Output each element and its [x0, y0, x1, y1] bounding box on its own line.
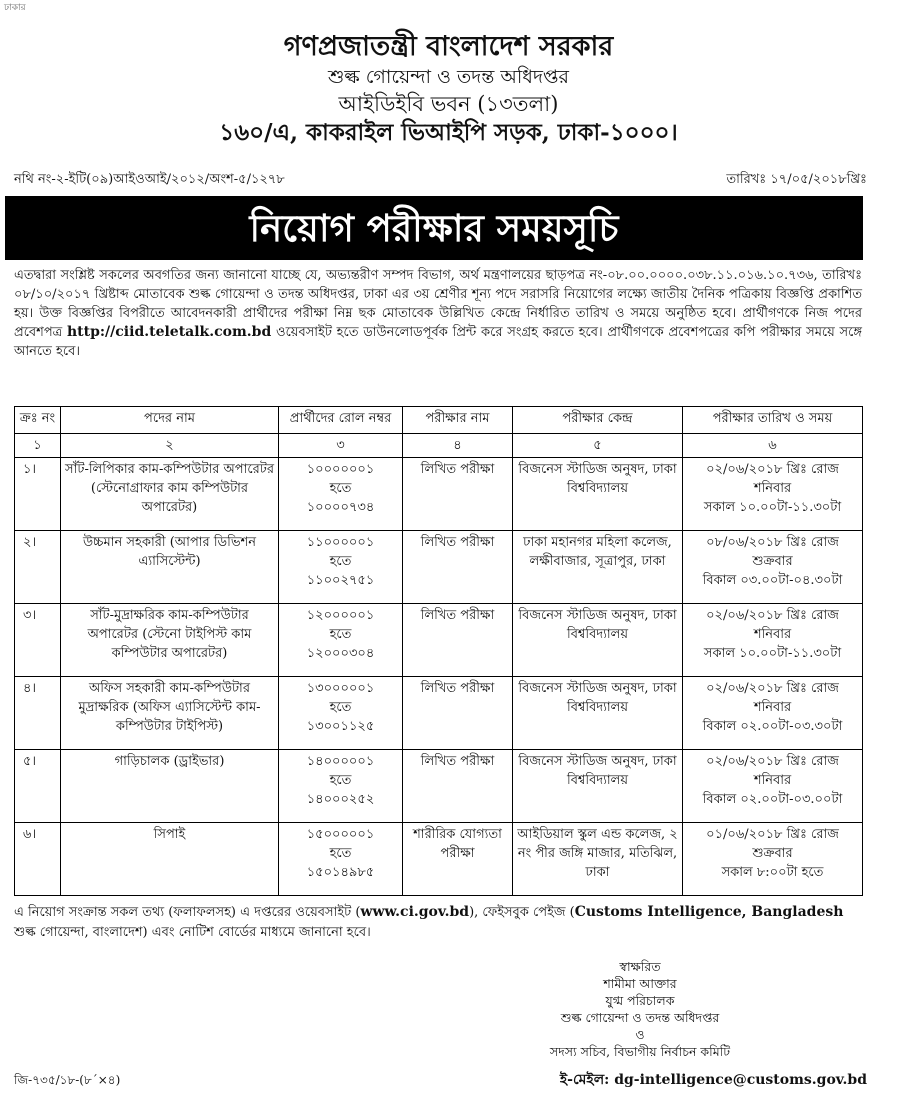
roll-to-word: হতে [329, 846, 352, 861]
post-cell: সাঁট-লিপিকার কাম-কম্পিউটার অপারেটর (স্টেনোগ্রাফার কাম কম্পিউটার অপারেটর) [61, 458, 279, 531]
exam-date: ০২/০৬/২০১৮ খ্রিঃ রোজ শনিবার [706, 754, 839, 788]
signature-block [420, 958, 860, 1060]
exam-date: ০২/০৬/২০১৮ খ্রিঃ রোজ শনিবার [706, 608, 839, 642]
table-row [15, 531, 863, 604]
header-datetime: পরীক্ষার তারিখ ও সময় [683, 407, 863, 434]
roll-from: ১২০০০০০১ [306, 608, 375, 623]
email-label: ই-মেইল: [559, 1072, 615, 1088]
post-cell: গাড়িচালক (ড্রাইভার) [61, 750, 279, 823]
exam-date: ০৮/০৬/২০১৮ খ্রিঃ রোজ শুক্রবার [706, 535, 839, 569]
notice-title-banner: নিয়োগ পরীক্ষার সময়সূচি [5, 196, 863, 260]
email-address-link[interactable]: dg-intelligence@customs.gov.bd [614, 1072, 867, 1088]
corner-mark: ঢাকার [4, 3, 26, 13]
post-cell: অফিস সহকারী কাম-কম্পিউটার মুদ্রাক্ষরিক (অফিস এ্যাসিস্টেন্ট কাম-কম্পিউটার টাইপিস্ট) [61, 677, 279, 750]
department-name: শুল্ক গোয়েন্দা ও তদন্ত অধিদপ্তর [328, 66, 569, 88]
building-name: আইডিইবি ভবন (১৩তলা) [338, 92, 559, 116]
intro-paragraph [14, 266, 862, 361]
email-line [560, 1068, 867, 1092]
column-number: ১ [15, 434, 61, 458]
roll-cell [279, 531, 403, 604]
exam-time: সকাল ১০.০০টা-১১.৩০টা [703, 500, 842, 515]
roll-to: ১১০০২৭৫১ [306, 573, 375, 588]
exam-cell: লিখিত পরীক্ষা [403, 677, 513, 750]
table-row [15, 458, 863, 531]
column-number: ৬ [683, 434, 863, 458]
serial-cell: ৪। [15, 677, 61, 750]
column-number: ৩ [279, 434, 403, 458]
letterhead [0, 30, 897, 148]
table-row [15, 677, 863, 750]
center-cell: বিজনেস স্টাডিজ অনুষদ, ঢাকা বিশ্ববিদ্যালয় [513, 677, 683, 750]
roll-to-word: হতে [329, 481, 352, 496]
roll-from: ১৩০০০০০১ [306, 681, 375, 696]
column-number: ৪ [403, 434, 513, 458]
exam-cell: লিখিত পরীক্ষা [403, 458, 513, 531]
datetime-cell [683, 677, 863, 750]
committee-role: সদস্য সচিব, বিভাগীয় নির্বাচন কমিটি [549, 1044, 731, 1059]
serial-cell: ৩। [15, 604, 61, 677]
exam-time: বিকাল ০৩.০০টা-০৪.৩০টা [702, 573, 843, 588]
table-row [15, 750, 863, 823]
footnote-text-2: ), ফেইসবুক পেইজ ( [469, 905, 575, 920]
serial-cell: ১। [15, 458, 61, 531]
signatory-designation: যুগ্ম পরিচালক [605, 993, 675, 1008]
table-row [15, 823, 863, 896]
footnote-text-3: শুল্ক গোয়েন্দা, বাংলাদেশ) এবং নোটিশ বোর্ডের মাধ্যমে জানানো হবে। [14, 925, 371, 940]
exam-date: ০২/০৬/২০১৮ খ্রিঃ রোজ শনিবার [706, 681, 839, 715]
header-post: পদের নাম [61, 407, 279, 434]
roll-to-word: হতে [329, 627, 352, 642]
roll-from: ১৪০০০০০১ [306, 754, 375, 769]
datetime-cell [683, 823, 863, 896]
center-cell: বিজনেস স্টাডিজ অনুষদ, ঢাকা বিশ্ববিদ্যালয় [513, 750, 683, 823]
admit-card-website-link[interactable]: http://ciid.teletalk.com.bd [66, 324, 272, 340]
exam-time: বিকাল ০২.০০টা-০৩.০০টা [702, 792, 843, 807]
serial-cell: ৫। [15, 750, 61, 823]
serial-cell: ২। [15, 531, 61, 604]
roll-to: ১০০০০৭৩৪ [306, 500, 375, 515]
column-number: ৫ [513, 434, 683, 458]
government-name: গণপ্রজাতন্ত্রী বাংলাদেশ সরকার [283, 31, 614, 62]
roll-to: ১৪০০০২৫২ [306, 792, 375, 807]
post-cell: সিপাই [61, 823, 279, 896]
roll-to-word: হতে [329, 773, 352, 788]
intro-text-after: ওয়েবসাইট হতে ডাউনলোডপূর্বক প্রিন্ট করে সংগ্রহ করতে হবে। প্রার্থীগণকে প্রবেশপত্রের কপি পরীক্ষার সময়ে সঙ্গে আনতে হবে। [14, 325, 862, 359]
datetime-cell [683, 604, 863, 677]
serial-cell: ৬। [15, 823, 61, 896]
roll-to: ১২০০০৩০৪ [306, 646, 375, 661]
exam-date: ০১/০৬/২০১৮ খ্রিঃ রোজ শুক্রবার [706, 827, 839, 861]
exam-cell: লিখিত পরীক্ষা [403, 750, 513, 823]
exam-date: ০২/০৬/২০১৮ খ্রিঃ রোজ শনিবার [706, 462, 839, 496]
post-cell: উচ্চমান সহকারী (আপার ডিভিশন এ্যাসিস্টেন্ট) [61, 531, 279, 604]
roll-to-word: হতে [329, 700, 352, 715]
roll-from: ১১০০০০০১ [306, 535, 375, 550]
reference-line [14, 170, 867, 191]
exam-cell: লিখিত পরীক্ষা [403, 604, 513, 677]
exam-time: সকাল ৮:০০টা হতে [721, 865, 824, 880]
signatory-office: শুল্ক গোয়েন্দা ও তদন্ত অধিদপ্তর [560, 1010, 720, 1025]
office-website-link[interactable]: www.ci.gov.bd [360, 904, 470, 920]
column-number-row [15, 434, 863, 458]
roll-cell [279, 677, 403, 750]
signatory-name: শামীমা আক্তার [603, 976, 677, 991]
conjunction: ও [635, 1027, 645, 1042]
roll-cell [279, 604, 403, 677]
header-roll: প্রার্থীদের রোল নম্বর [279, 407, 403, 434]
table-header-row [15, 407, 863, 434]
notice-date: তারিখঃ ১৭/০৫/২০১৮খ্রিঃ [726, 172, 867, 187]
column-number: ২ [61, 434, 279, 458]
center-cell: আইডিয়াল স্কুল এন্ড কলেজ, ২ নং পীর জঙ্গি মাজার, মতিঝিল, ঢাকা [513, 823, 683, 896]
exam-schedule-table [14, 406, 863, 896]
roll-to: ১৩০০১১২৫ [306, 719, 375, 734]
exam-time: বিকাল ০২.০০টা-০৩.৩০টা [702, 719, 843, 734]
memo-number: নথি নং-২-ইটি(০৯)আইওআই/২০১২/অংশ-৫/১২৭৮ [14, 172, 285, 187]
datetime-cell [683, 458, 863, 531]
datetime-cell [683, 531, 863, 604]
exam-cell: শারীরিক যোগ্যতা পরীক্ষা [403, 823, 513, 896]
roll-from: ১৫০০০০০১ [306, 827, 375, 842]
header-serial: ক্রঃ নং [15, 407, 61, 434]
center-cell: ঢাকা মহানগর মহিলা কলেজ, লক্ষীবাজার, সূত্রাপুর, ঢাকা [513, 531, 683, 604]
exam-time: সকাল ১০.০০টা-১১.৩০টা [703, 646, 842, 661]
footnote-text-1: এ নিয়োগ সংক্রান্ত সকল তথ্য (ফলাফলসহ) এ দপ্তরের ওয়েবসাইট ( [14, 905, 361, 920]
intro-text-before: এতদ্বারা সংশ্লিষ্ট সকলের অবগতির জন্য জানানো যাচ্ছে যে, অভ্যন্তরীণ সম্পদ বিভাগ, অর্থ মন্ত্রণালয়ের ছাড়পত্র নং-০৮.০০.০০০০.০৩৮.১১.০১৬.১০.৭৩৬, তারিখঃ ০৮/১০/২০১৭ খ্রিষ্টাব্দ মোতাবেক শুল্ক গোয়েন্দা ও তদন্ত অধিদপ্তর, ঢাকা এর ৩য় শ্রেণীর শূন্য পদে সরাসরি নিয়োগের লক্ষ্যে জাতীয় দৈনিক পত্রিকায় বিজ্ঞপ্তি প্রকাশিত হয়। উক্ত বিজ্ঞপ্তির বিপরীতে আবেদনকারী প্রার্থীদের পরীক্ষা নিম্ন ছক মোতাবেক উল্লিখিত কেন্দ্রে নির্ধারিত তারিখ ও সময়ে অনুষ্ঠিত হবে। প্রার্থীগণকে নিজ পদের প্রবেশপত্র [14, 268, 862, 340]
roll-cell [279, 823, 403, 896]
roll-cell [279, 750, 403, 823]
post-cell: সাঁট-মুদ্রাক্ষরিক কাম-কম্পিউটার অপারেটর (স্টেনো টাইপিস্ট কাম কম্পিউটার অপারেটর) [61, 604, 279, 677]
table-row [15, 604, 863, 677]
header-exam: পরীক্ষার নাম [403, 407, 513, 434]
signed-label: স্বাক্ষরিত [619, 959, 661, 974]
footnote-paragraph [14, 902, 862, 943]
roll-from: ১০০০০০০১ [306, 462, 375, 477]
exam-cell: লিখিত পরীক্ষা [403, 531, 513, 604]
roll-to-word: হতে [329, 554, 352, 569]
header-center: পরীক্ষার কেন্দ্র [513, 407, 683, 434]
datetime-cell [683, 750, 863, 823]
office-address: ১৬০/এ, কাকরাইল ভিআইপি সড়ক, ঢাকা-১০০০। [219, 119, 678, 146]
print-code: জি-৭৩৫/১৮-(৮´×৪) [14, 1073, 121, 1087]
facebook-page-link[interactable]: Customs Intelligence, Bangladesh [574, 904, 844, 920]
roll-cell [279, 458, 403, 531]
roll-to: ১৫০১৪৯৮৫ [306, 865, 375, 880]
center-cell: বিজনেস স্টাডিজ অনুষদ, ঢাকা বিশ্ববিদ্যালয় [513, 604, 683, 677]
center-cell: বিজনেস স্টাডিজ অনুষদ, ঢাকা বিশ্ববিদ্যালয় [513, 458, 683, 531]
